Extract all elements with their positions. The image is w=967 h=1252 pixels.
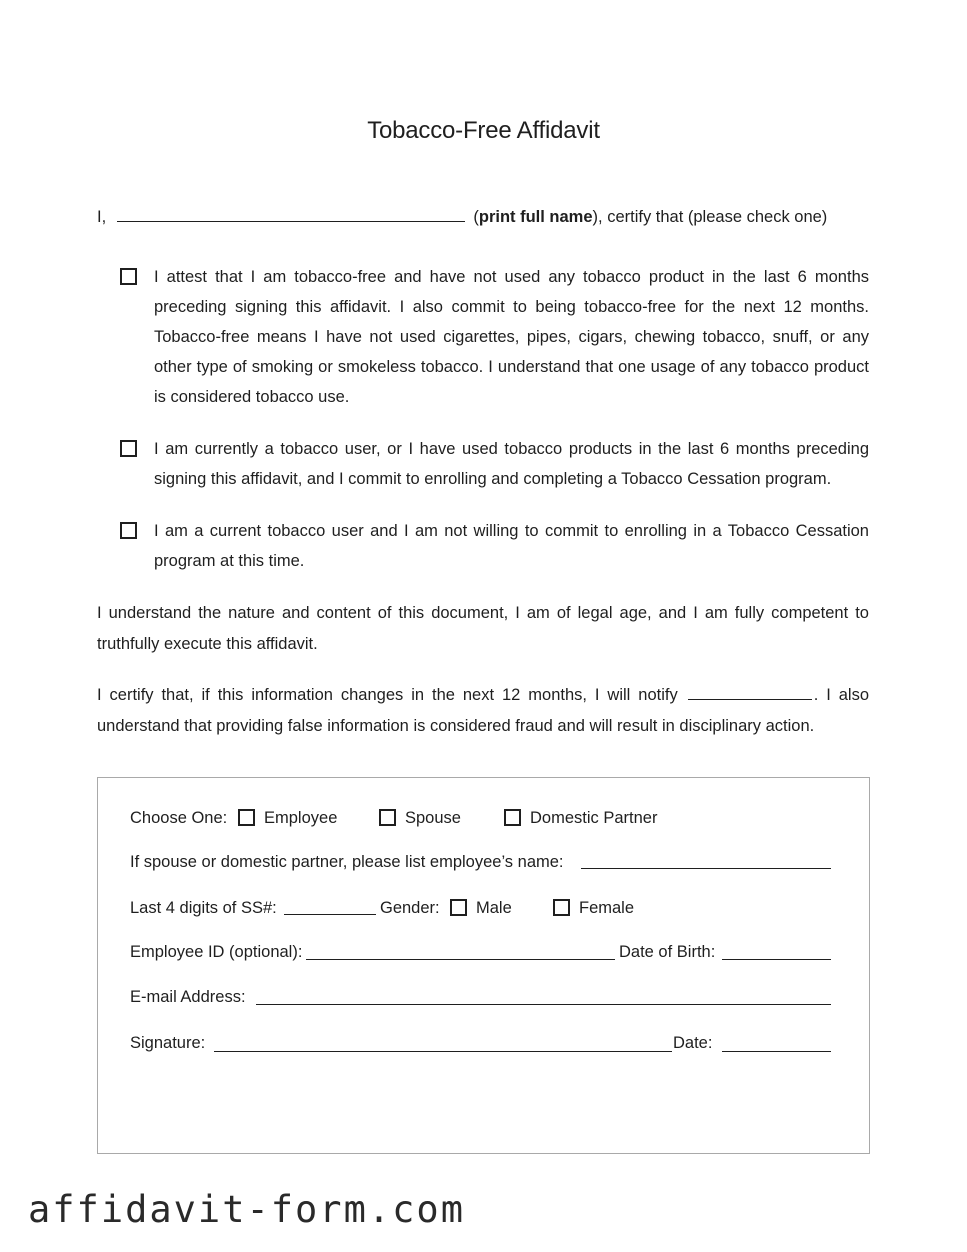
date-field[interactable] [722, 1051, 831, 1052]
notify-text-before: I certify that, if this information changes in the next 12 months, I will notify [97, 686, 678, 704]
notify-paragraph [97, 680, 869, 741]
domestic-partner-checkbox[interactable] [504, 809, 521, 826]
competency-paragraph: I understand the nature and content of this document, I am of legal age, and I am fully competent to truthfully execute this affidavit. [97, 604, 869, 653]
intro-suffix: ), certify that (please check one) [592, 208, 828, 226]
full-name-field[interactable] [117, 203, 465, 222]
intro-line [97, 202, 869, 232]
signature-field[interactable] [214, 1051, 672, 1052]
option-2-checkbox[interactable] [120, 440, 137, 457]
spouse-checkbox[interactable] [379, 809, 396, 826]
signature-label: Signature: [130, 1034, 206, 1052]
notify-text-after: . I also understand that providing false information is considered fraud and will result in disciplinary action. [97, 686, 870, 735]
male-checkbox[interactable] [450, 899, 467, 916]
date-of-birth-label: Date of Birth: [619, 943, 716, 961]
ss-digits-label: Last 4 digits of SS#: [130, 899, 277, 917]
gender-label: Gender: [380, 899, 440, 917]
print-full-name-label: print full name [478, 208, 593, 226]
female-label: Female [579, 899, 635, 917]
enrollee-info-box [97, 777, 870, 1154]
employee-name-label: If spouse or domestic partner, please list employee’s name: [130, 853, 564, 871]
employee-name-field[interactable] [581, 868, 831, 869]
female-checkbox[interactable] [553, 899, 570, 916]
employee-id-label: Employee ID (optional): [130, 943, 303, 961]
option-2-text: I am currently a tobacco user, or I have used tobacco products in the last 6 months preceding signing this affidavit, and I commit to enrolling and completing a Tobacco Cessation program. [154, 440, 869, 488]
domestic-partner-label: Domestic Partner [530, 809, 658, 827]
email-label: E-mail Address: [130, 988, 246, 1006]
option-1-checkbox[interactable] [120, 268, 137, 285]
male-label: Male [476, 899, 512, 917]
spouse-label: Spouse [405, 809, 461, 827]
date-of-birth-field[interactable] [722, 959, 831, 960]
notify-field[interactable] [688, 683, 812, 700]
ss-digits-field[interactable] [284, 914, 376, 915]
option-1-text: I attest that I am tobacco-free and have not used any tobacco product in the last 6 months preceding signing this affidavit. I also commit to being tobacco-free for the next 12 months. Tobacco-free means I have not used cigarettes, pipes, cigars, chewing tobacco, snuff, or any other type of smoking or smokeless tobacco. I understand that one usage of any tobacco product is considered tobacco use. [154, 268, 869, 406]
employee-id-field[interactable] [306, 959, 615, 960]
site-watermark: affidavit-form.com [28, 1188, 465, 1231]
choose-one-label: Choose One: [130, 809, 228, 827]
option-3-text: I am a current tobacco user and I am not willing to commit to enrolling in a Tobacco Cessation program at this time. [154, 522, 869, 570]
employee-label: Employee [264, 809, 338, 827]
date-label: Date: [673, 1034, 713, 1052]
document-title: Tobacco-Free Affidavit [367, 117, 600, 144]
option-3-checkbox[interactable] [120, 522, 137, 539]
intro-prefix: I, [97, 208, 107, 226]
email-field[interactable] [256, 1004, 831, 1005]
intro-open-paren: ( [473, 208, 479, 226]
employee-checkbox[interactable] [238, 809, 255, 826]
